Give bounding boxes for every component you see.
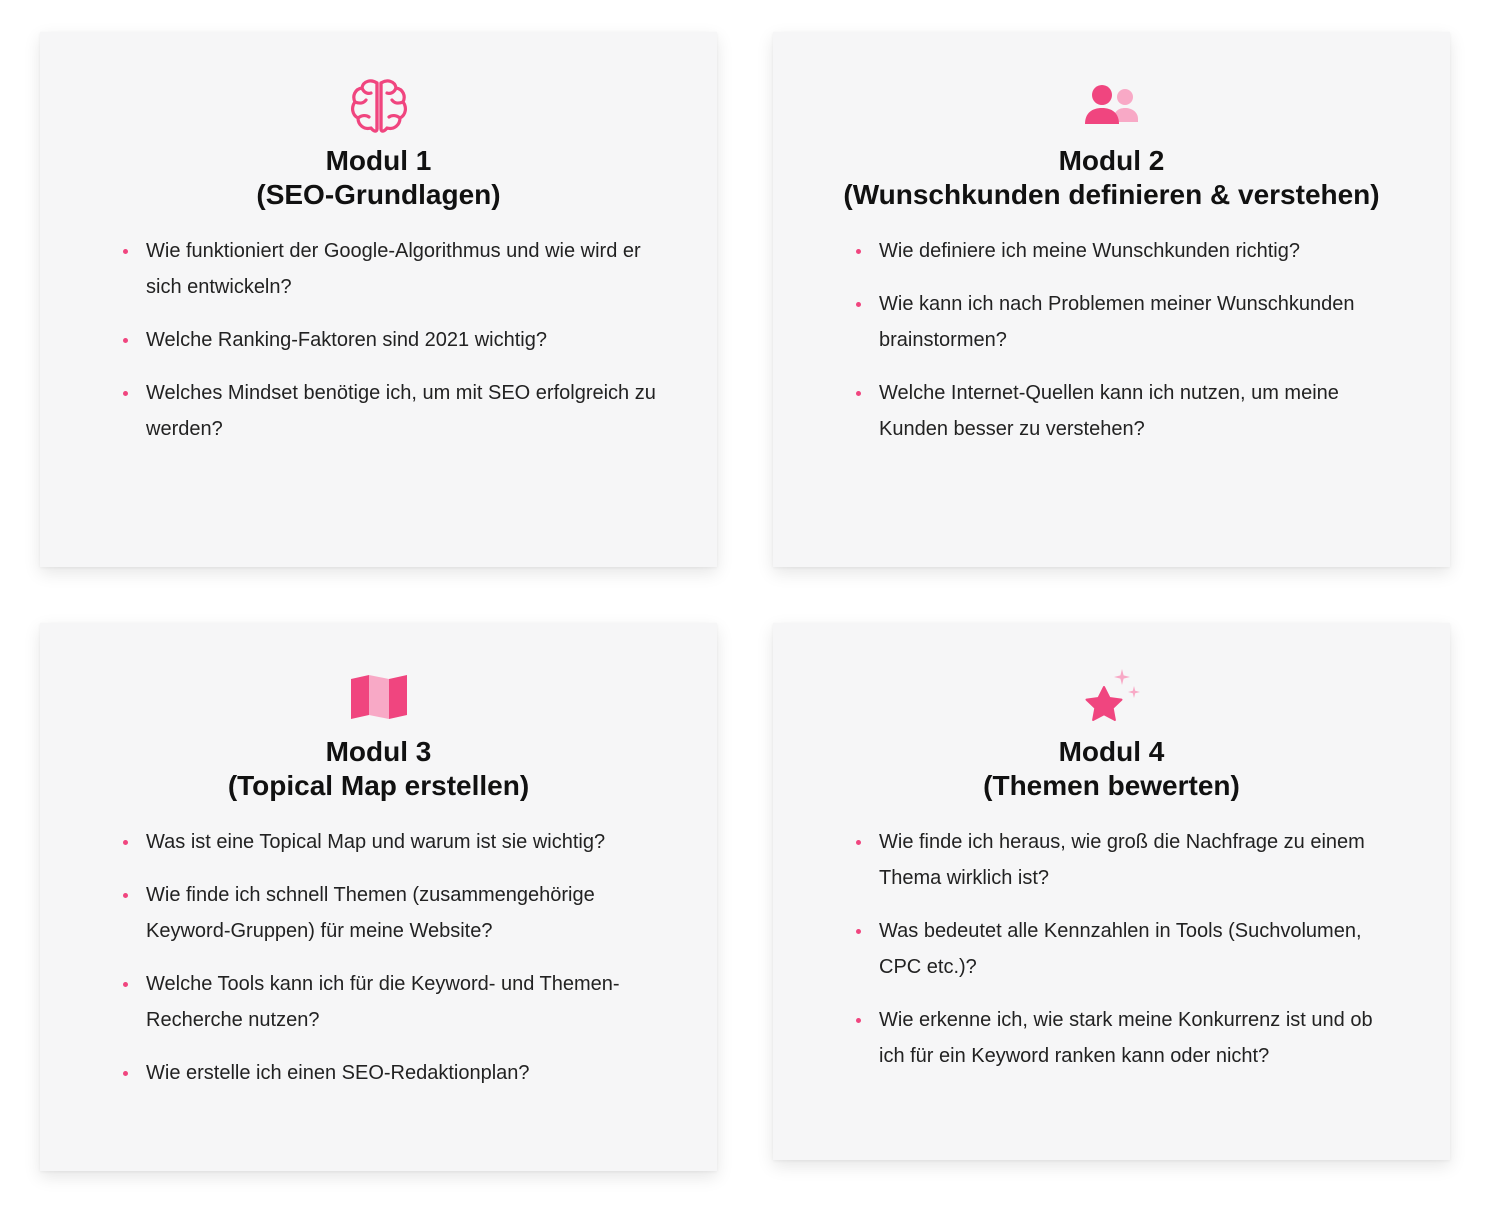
module-title: [40, 735, 717, 803]
brain-icon: [349, 77, 409, 135]
list-item: Welche Ranking-Faktoren sind 2021 wichtig?: [146, 322, 669, 358]
module-subtitle: (SEO-Grundlagen): [256, 179, 501, 210]
list-item: Welche Internet-Quellen kann ich nutzen, um meine Kunden besser zu verstehen?: [879, 375, 1402, 447]
module-points-list: [879, 233, 1402, 464]
list-item: Wie kann ich nach Problemen meiner Wunschkunden brainstormen?: [879, 286, 1402, 358]
module-title: [773, 144, 1450, 212]
users-icon: [1082, 84, 1142, 128]
module-number: Modul 1: [325, 145, 432, 176]
list-item: Welche Tools kann ich für die Keyword- und Themen-Recherche nutzen?: [146, 966, 669, 1038]
module-number: Modul 2: [1058, 145, 1165, 176]
module-number: Modul 3: [325, 736, 432, 767]
module-subtitle: (Topical Map erstellen): [227, 770, 530, 801]
module-subtitle: (Wunschkunden definieren & verstehen): [843, 179, 1380, 210]
list-item: Wie finde ich heraus, wie groß die Nachfrage zu einem Thema wirklich ist?: [879, 824, 1402, 896]
list-item: Wie finde ich schnell Themen (zusammengehörige Keyword-Gruppen) für meine Website?: [146, 877, 669, 949]
module-card-1: [40, 32, 717, 567]
map-icon: [349, 673, 409, 721]
module-card-3: [40, 623, 717, 1171]
module-card-4: [773, 623, 1450, 1160]
module-number: Modul 4: [1058, 736, 1165, 767]
list-item: Wie erkenne ich, wie stark meine Konkurrenz ist und ob ich für ein Keyword ranken kann oder nicht?: [879, 1002, 1402, 1074]
module-points-list: [146, 233, 669, 464]
list-item: Welches Mindset benötige ich, um mit SEO erfolgreich zu werden?: [146, 375, 669, 447]
module-title: [773, 735, 1450, 803]
list-item: Was bedeutet alle Kennzahlen in Tools (Suchvolumen, CPC etc.)?: [879, 913, 1402, 985]
list-item: Wie definiere ich meine Wunschkunden richtig?: [879, 233, 1402, 269]
module-title: [40, 144, 717, 212]
list-item: Wie funktioniert der Google-Algorithmus und wie wird er sich entwickeln?: [146, 233, 669, 305]
module-card-2: [773, 32, 1450, 567]
module-points-list: [146, 824, 669, 1108]
module-points-list: [879, 824, 1402, 1091]
module-subtitle: (Themen bewerten): [983, 770, 1240, 801]
list-item: Wie erstelle ich einen SEO-Redaktionplan?: [146, 1055, 669, 1091]
sparkle-star-icon: [1082, 667, 1142, 727]
list-item: Was ist eine Topical Map und warum ist sie wichtig?: [146, 824, 669, 860]
